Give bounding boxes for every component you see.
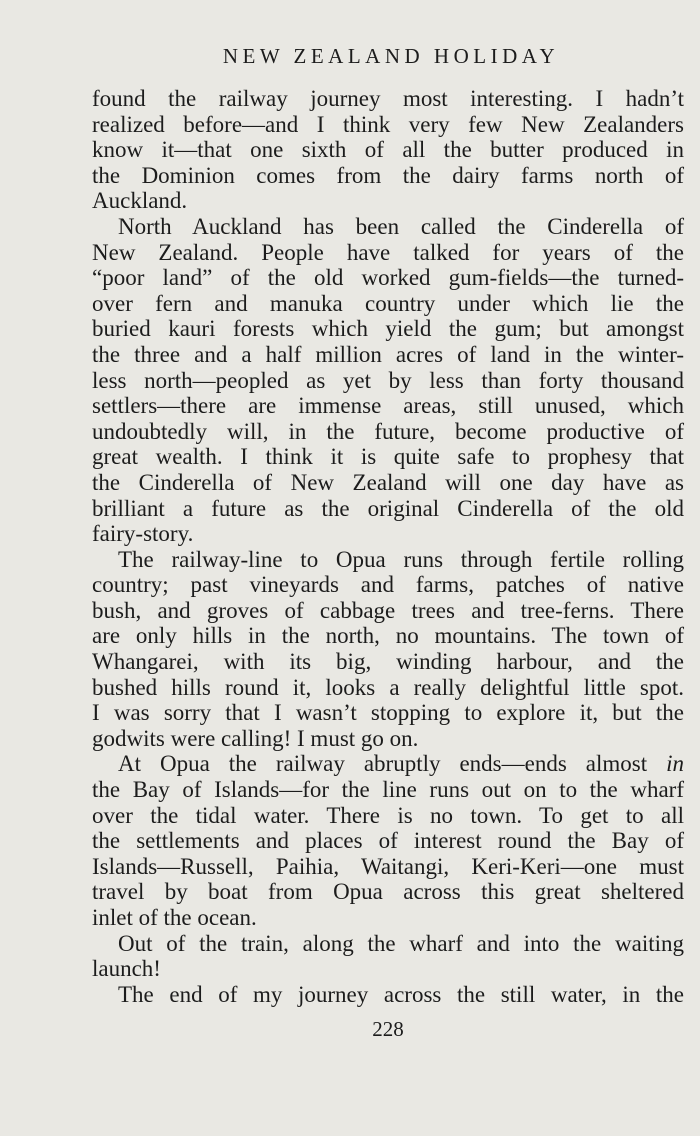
text-line: launch!	[92, 956, 161, 982]
text-line: Whangarei, with its big, winding harbour, and the	[92, 649, 684, 675]
text-line: the Dominion comes from the dairy farms north of	[92, 162, 684, 188]
text-line: New Zealand. People have talked for years of the	[92, 239, 684, 265]
text-line: bush, and groves of cabbage trees and tree-ferns. There	[92, 597, 684, 623]
text-line: Islands—Russell, Paihia, Waitangi, Keri-Keri—one must	[92, 853, 684, 879]
text-line: the Bay of Islands—for the line runs out on to the wharf	[92, 777, 684, 803]
text-line: travel by boat from Opua across this great sheltered	[92, 879, 684, 905]
text-line: bushed hills round it, looks a really delightful little spot.	[92, 674, 684, 700]
text-line: undoubtedly will, in the future, become productive of	[92, 418, 684, 444]
text-line: settlers—there are immense areas, still unused, which	[92, 393, 684, 419]
body-text	[92, 86, 684, 1007]
text-line: brilliant a future as the original Cinderella of the old	[92, 495, 684, 521]
text-line: “poor land” of the old worked gum-fields—the turned-	[92, 265, 684, 291]
running-head: NEW ZEALAND HOLIDAY	[222, 44, 560, 68]
text-line: The end of my journey across the still water, in the	[118, 981, 684, 1007]
text-line: realized before—and I think very few New Zealanders	[92, 111, 684, 137]
text-line: great wealth. I think it is quite safe to prophesy that	[92, 444, 684, 470]
text-line: less north—peopled as yet by less than forty thousand	[92, 367, 684, 393]
text-line: over fern and manuka country under which lie the	[92, 290, 684, 316]
text-line: fairy-story.	[92, 521, 194, 547]
text-line: Auckland.	[92, 188, 188, 214]
text-line: the settlements and places of interest round the Bay of	[92, 828, 684, 854]
text-line: I was sorry that I wasn’t stopping to explore it, but the	[92, 700, 684, 726]
text-line: are only hills in the north, no mountains. The town of	[92, 623, 684, 649]
text-line: buried kauri forests which yield the gum; but amongst	[92, 316, 684, 342]
text-line: found the railway journey most interesting. I hadn’t	[92, 86, 684, 111]
text-line: country; past vineyards and farms, patches of native	[92, 572, 684, 598]
text-line: godwits were calling! I must go on.	[92, 725, 419, 751]
page-number: 228	[372, 1017, 404, 1041]
italic-word: in	[666, 751, 684, 777]
text-line: the Cinderella of New Zealand will one day have as	[92, 469, 684, 495]
text-line	[92, 751, 684, 777]
text-line: over the tidal water. There is no town. To get to all	[92, 802, 684, 828]
text-line: know it—that one sixth of all the butter produced in	[92, 137, 684, 163]
text-line-run: At Opua the railway abruptly ends—ends almost	[118, 751, 667, 777]
text-line: North Auckland has been called the Cinderella of	[118, 213, 684, 239]
text-line: inlet of the ocean.	[92, 905, 257, 930]
text-line: The railway-line to Opua runs through fertile rolling	[118, 546, 684, 572]
text-line: Out of the train, along the wharf and into the waiting	[118, 930, 684, 956]
text-line: the three and a half million acres of land in the winter-	[92, 341, 684, 367]
